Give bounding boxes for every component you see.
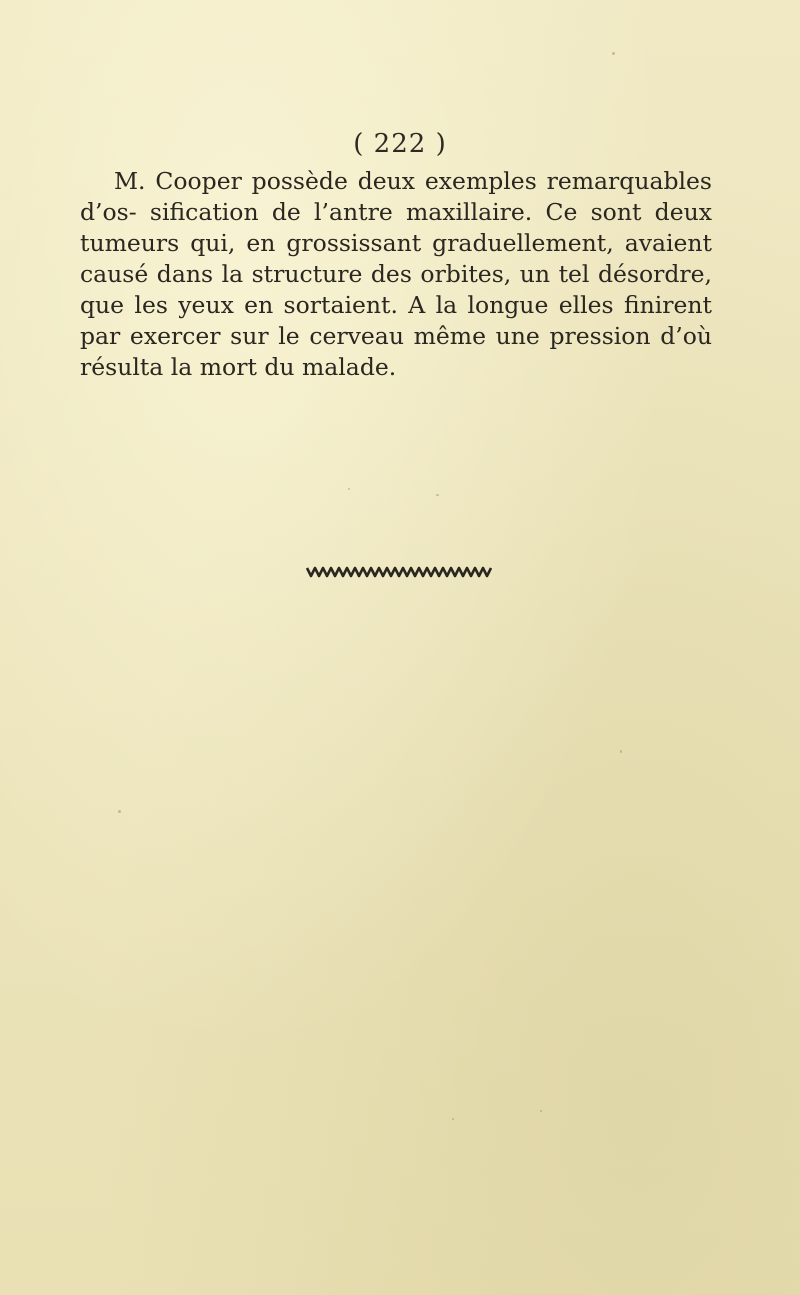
paper-speck: [620, 750, 622, 753]
page-number: ( 222 ): [353, 129, 447, 159]
paper-speck: [452, 1118, 454, 1120]
paper-speck: [118, 810, 121, 813]
paper-speck: [540, 1110, 542, 1112]
paper-speck: [436, 494, 439, 496]
ornamental-rule-icon: [305, 565, 495, 579]
ornamental-rule: [0, 565, 800, 585]
body-text: [80, 166, 712, 383]
paper-speck: [612, 52, 615, 55]
paragraph: M. Cooper possède deux exemples remarquables d’os- sification de l’antre maxillaire. Ce sont deux tumeurs qui, en grossissant graduellement, avaient causé dans la structure des orbites, un tel désordre, que les yeux en sortaient. A la longue elles finirent par exercer sur le cerveau même une pression d’où résulta la mort du malade.: [80, 167, 712, 381]
paper-speck: [348, 488, 350, 490]
